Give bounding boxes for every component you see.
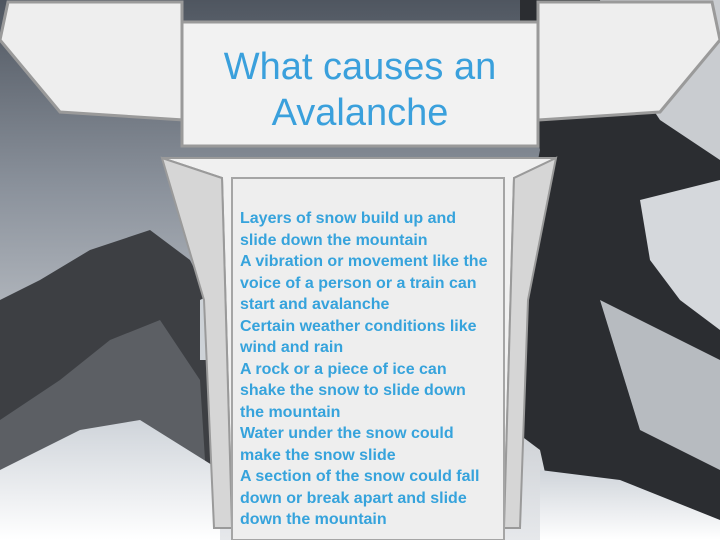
bullet-item: Certain weather conditions like wind and rain xyxy=(240,317,477,356)
bullet-item: A rock or a piece of ice can shake the snow to slide down the mountain xyxy=(240,360,466,421)
slide-title: What causes an Avalanche xyxy=(223,46,497,134)
bullet-item: Layers of snow build up and slide down the mountain xyxy=(240,210,457,249)
bullet-item: A section of the snow could fall down or break apart and slide down the mountain xyxy=(240,468,480,528)
bullet-item: Water under the snow could make the snow slide xyxy=(240,425,454,464)
bullet-item: A vibration or movement like the voice of a person or a train can start and avalanche xyxy=(240,253,488,313)
bullet-list xyxy=(240,208,492,531)
